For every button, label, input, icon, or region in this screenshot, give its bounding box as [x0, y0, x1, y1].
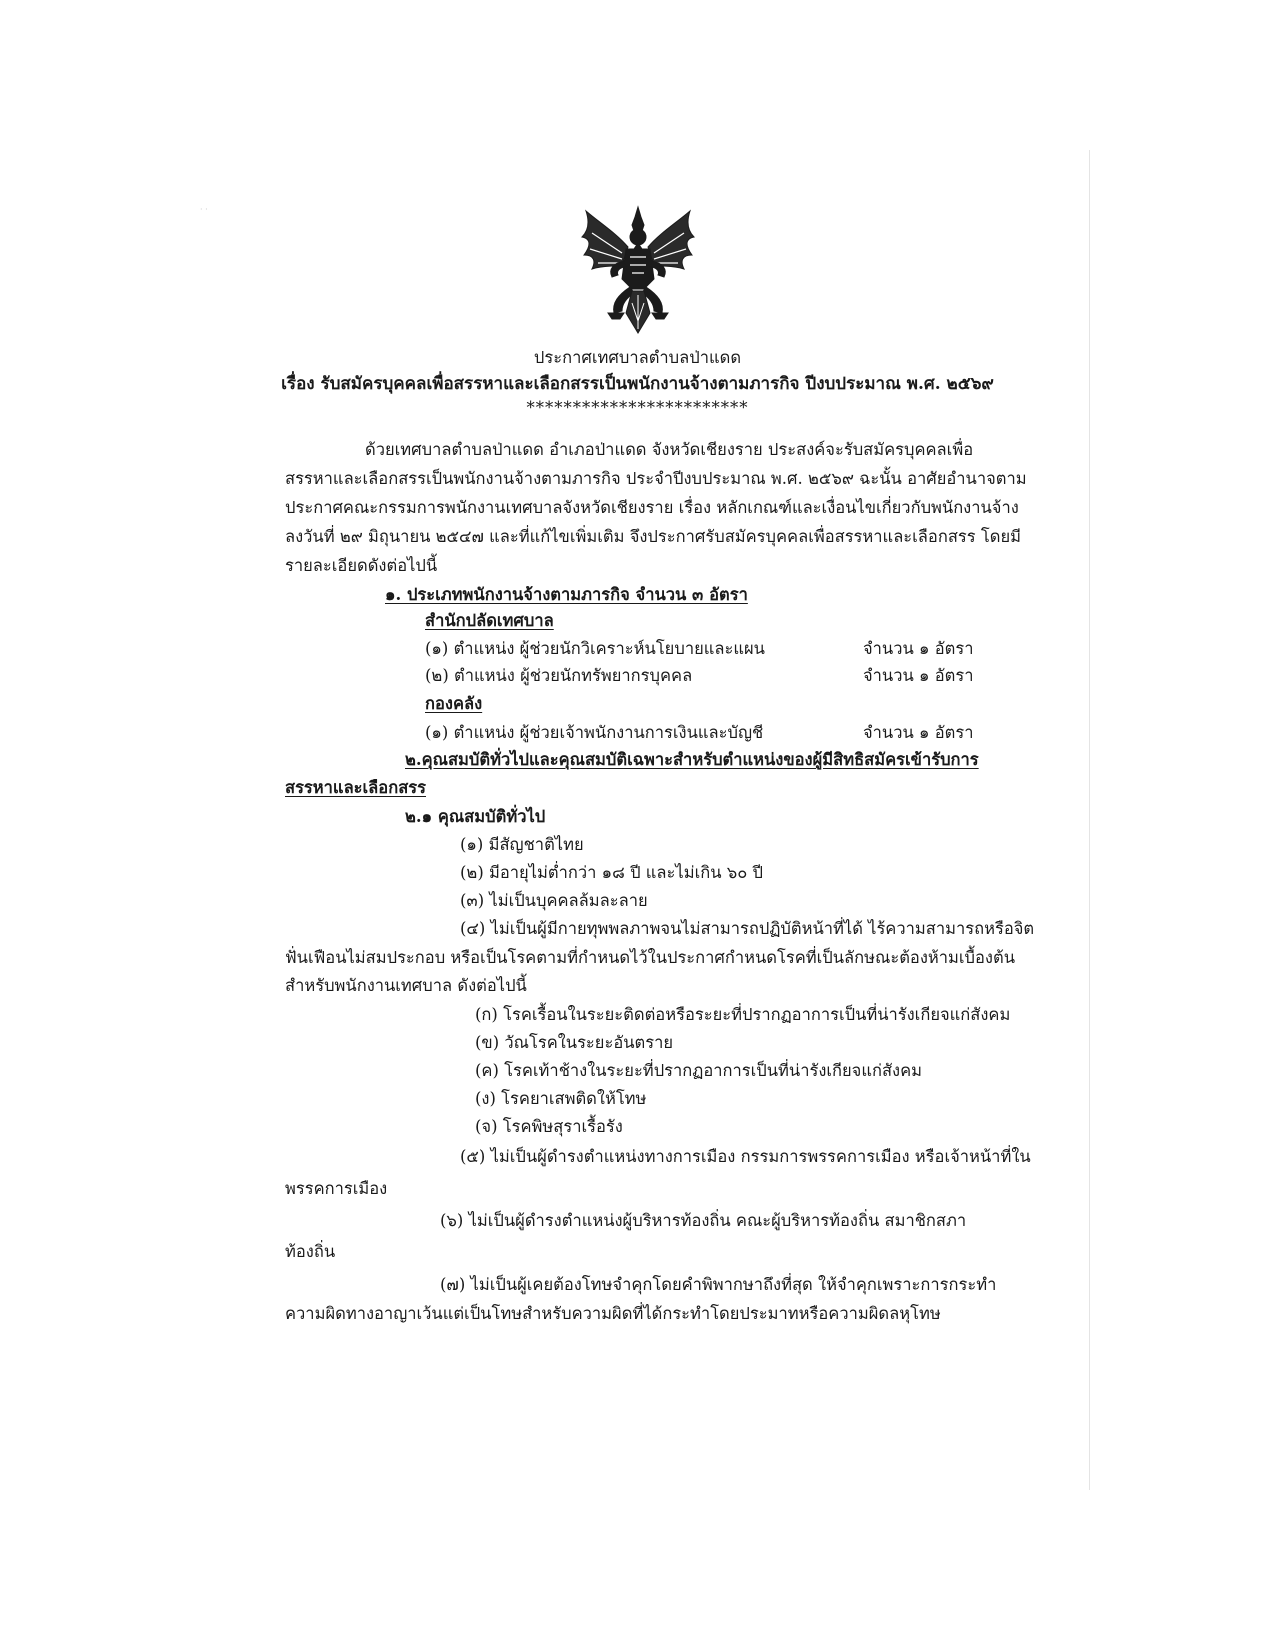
section1-heading: ๑. ประเภทพนักงานจ้างตามภารกิจ จำนวน ๓ อัตรา: [385, 585, 748, 604]
disease-item: (ง) โรคยาเสพติดให้โทษ: [475, 1089, 647, 1108]
dept-office-heading: สำนักปลัดเทศบาล: [425, 611, 554, 630]
qualification-item-6-line-1: (๖) ไม่เป็นผู้ดำรงตำแหน่งผู้บริหารท้องถิ่น คณะผู้บริหารท้องถิ่น สมาชิกสภา: [440, 1211, 967, 1230]
disease-item: (จ) โรคพิษสุราเรื้อรัง: [475, 1117, 623, 1136]
qualification-item-4-line-3: สำหรับพนักงานเทศบาล ดังต่อไปนี้: [285, 976, 527, 995]
disease-item: (ค) โรคเท้าช้างในระยะที่ปรากฏอาการเป็นที่น่ารังเกียจแก่สังคม: [475, 1061, 923, 1080]
section2-heading-line-1: ๒.คุณสมบัติทั่วไปและคุณสมบัติเฉพาะสำหรับตำแหน่งของผู้มีสิทธิสมัครเข้ารับการ: [405, 750, 979, 769]
qualification-item-4-line-2: ฟั่นเฟือนไม่สมประกอบ หรือเป็นโรคตามที่กำหนดไว้ในประกาศกำหนดโรคที่เป็นลักษณะต้องห้ามเบื้องต้น: [285, 948, 1015, 967]
disease-item: (ก) โรคเรื้อนในระยะติดต่อหรือระยะที่ปรากฏอาการเป็นที่น่ารังเกียจแก่สังคม: [475, 1005, 1011, 1024]
intro-line-3: ประกาศคณะกรรมการพนักงานเทศบาลจังหวัดเชียงราย เรื่อง หลักเกณฑ์และเงื่อนไขเกี่ยวกับพนักงานจ้าง: [285, 498, 1019, 517]
qualification-item: (๓) ไม่เป็นบุคคลล้มละลาย: [460, 891, 648, 910]
position-count: จำนวน ๑ อัตรา: [863, 723, 974, 742]
qualification-item-6-line-2: ท้องถิ่น: [285, 1242, 336, 1261]
section2-1-heading: ๒.๑ คุณสมบัติทั่วไป: [405, 807, 546, 826]
qualification-item: (๑) มีสัญชาติไทย: [460, 835, 584, 854]
qualification-item: (๒) มีอายุไม่ต่ำกว่า ๑๘ ปี และไม่เกิน ๖๐ ปี: [460, 863, 764, 882]
qualification-item-7-line-2: ความผิดทางอาญาเว้นแต่เป็นโทษสำหรับความผิดที่ได้กระทำโดยประมาทหรือความผิดลหุโทษ: [285, 1304, 941, 1323]
position-count: จำนวน ๑ อัตรา: [863, 639, 974, 658]
position-item: (๑) ตำแหน่ง ผู้ช่วยเจ้าพนักงานการเงินและบัญชี: [425, 723, 764, 742]
qualification-item-5-line-1: (๕) ไม่เป็นผู้ดำรงตำแหน่งทางการเมือง กรรมการพรรคการเมือง หรือเจ้าหน้าที่ใน: [460, 1147, 1031, 1166]
dept-finance-heading: กองคลัง: [425, 694, 483, 713]
intro-line-1: ด้วยเทศบาลตำบลป่าแดด อำเภอป่าแดด จังหวัดเชียงราย ประสงค์จะรับสมัครบุคคลเพื่อ: [365, 440, 974, 459]
position-item: (๑) ตำแหน่ง ผู้ช่วยนักวิเคราะห์นโยบายและแผน: [425, 639, 765, 658]
notice-title: ประกาศเทศบาลตำบลป่าแดด: [533, 348, 742, 367]
position-item: (๒) ตำแหน่ง ผู้ช่วยนักทรัพยากรบุคคล: [425, 666, 693, 685]
scan-speck: · ·: [200, 205, 208, 214]
intro-line-2: สรรหาและเลือกสรรเป็นพนักงานจ้างตามภารกิจ ประจำปีงบประมาณ พ.ศ. ๒๕๖๙ ฉะนั้น อาศัยอำนาจตาม: [285, 469, 1027, 488]
separator-stars: ************************: [526, 398, 749, 417]
intro-line-5: รายละเอียดดังต่อไปนี้: [285, 556, 438, 575]
notice-subject: เรื่อง รับสมัครบุคคลเพื่อสรรหาและเลือกสรรเป็นพนักงานจ้างตามภารกิจ ปีงบประมาณ พ.ศ. ๒๕๖๙: [281, 374, 994, 394]
disease-item: (ข) วัณโรคในระยะอันตราย: [475, 1033, 674, 1052]
section2-heading-line-2: สรรหาและเลือกสรร: [285, 778, 426, 797]
position-count: จำนวน ๑ อัตรา: [863, 666, 974, 685]
qualification-item-5-line-2: พรรคการเมือง: [285, 1179, 388, 1198]
qualification-item-4-line-1: (๔) ไม่เป็นผู้มีกายทุพพลภาพจนไม่สามารถปฏิบัติหน้าที่ได้ ไร้ความสามารถหรือจิต: [460, 919, 1035, 938]
intro-line-4: ลงวันที่ ๒๙ มิถุนายน ๒๕๔๗ และที่แก้ไขเพิ่มเติม จึงประกาศรับสมัครบุคคลเพื่อสรรหาและเลือกสรร โดยมี: [285, 527, 1021, 546]
garuda-emblem-icon: [578, 203, 698, 343]
qualification-item-7-line-1: (๗) ไม่เป็นผู้เคยต้องโทษจำคุกโดยคำพิพากษาถึงที่สุด ให้จำคุกเพราะการกระทำ: [440, 1275, 997, 1294]
